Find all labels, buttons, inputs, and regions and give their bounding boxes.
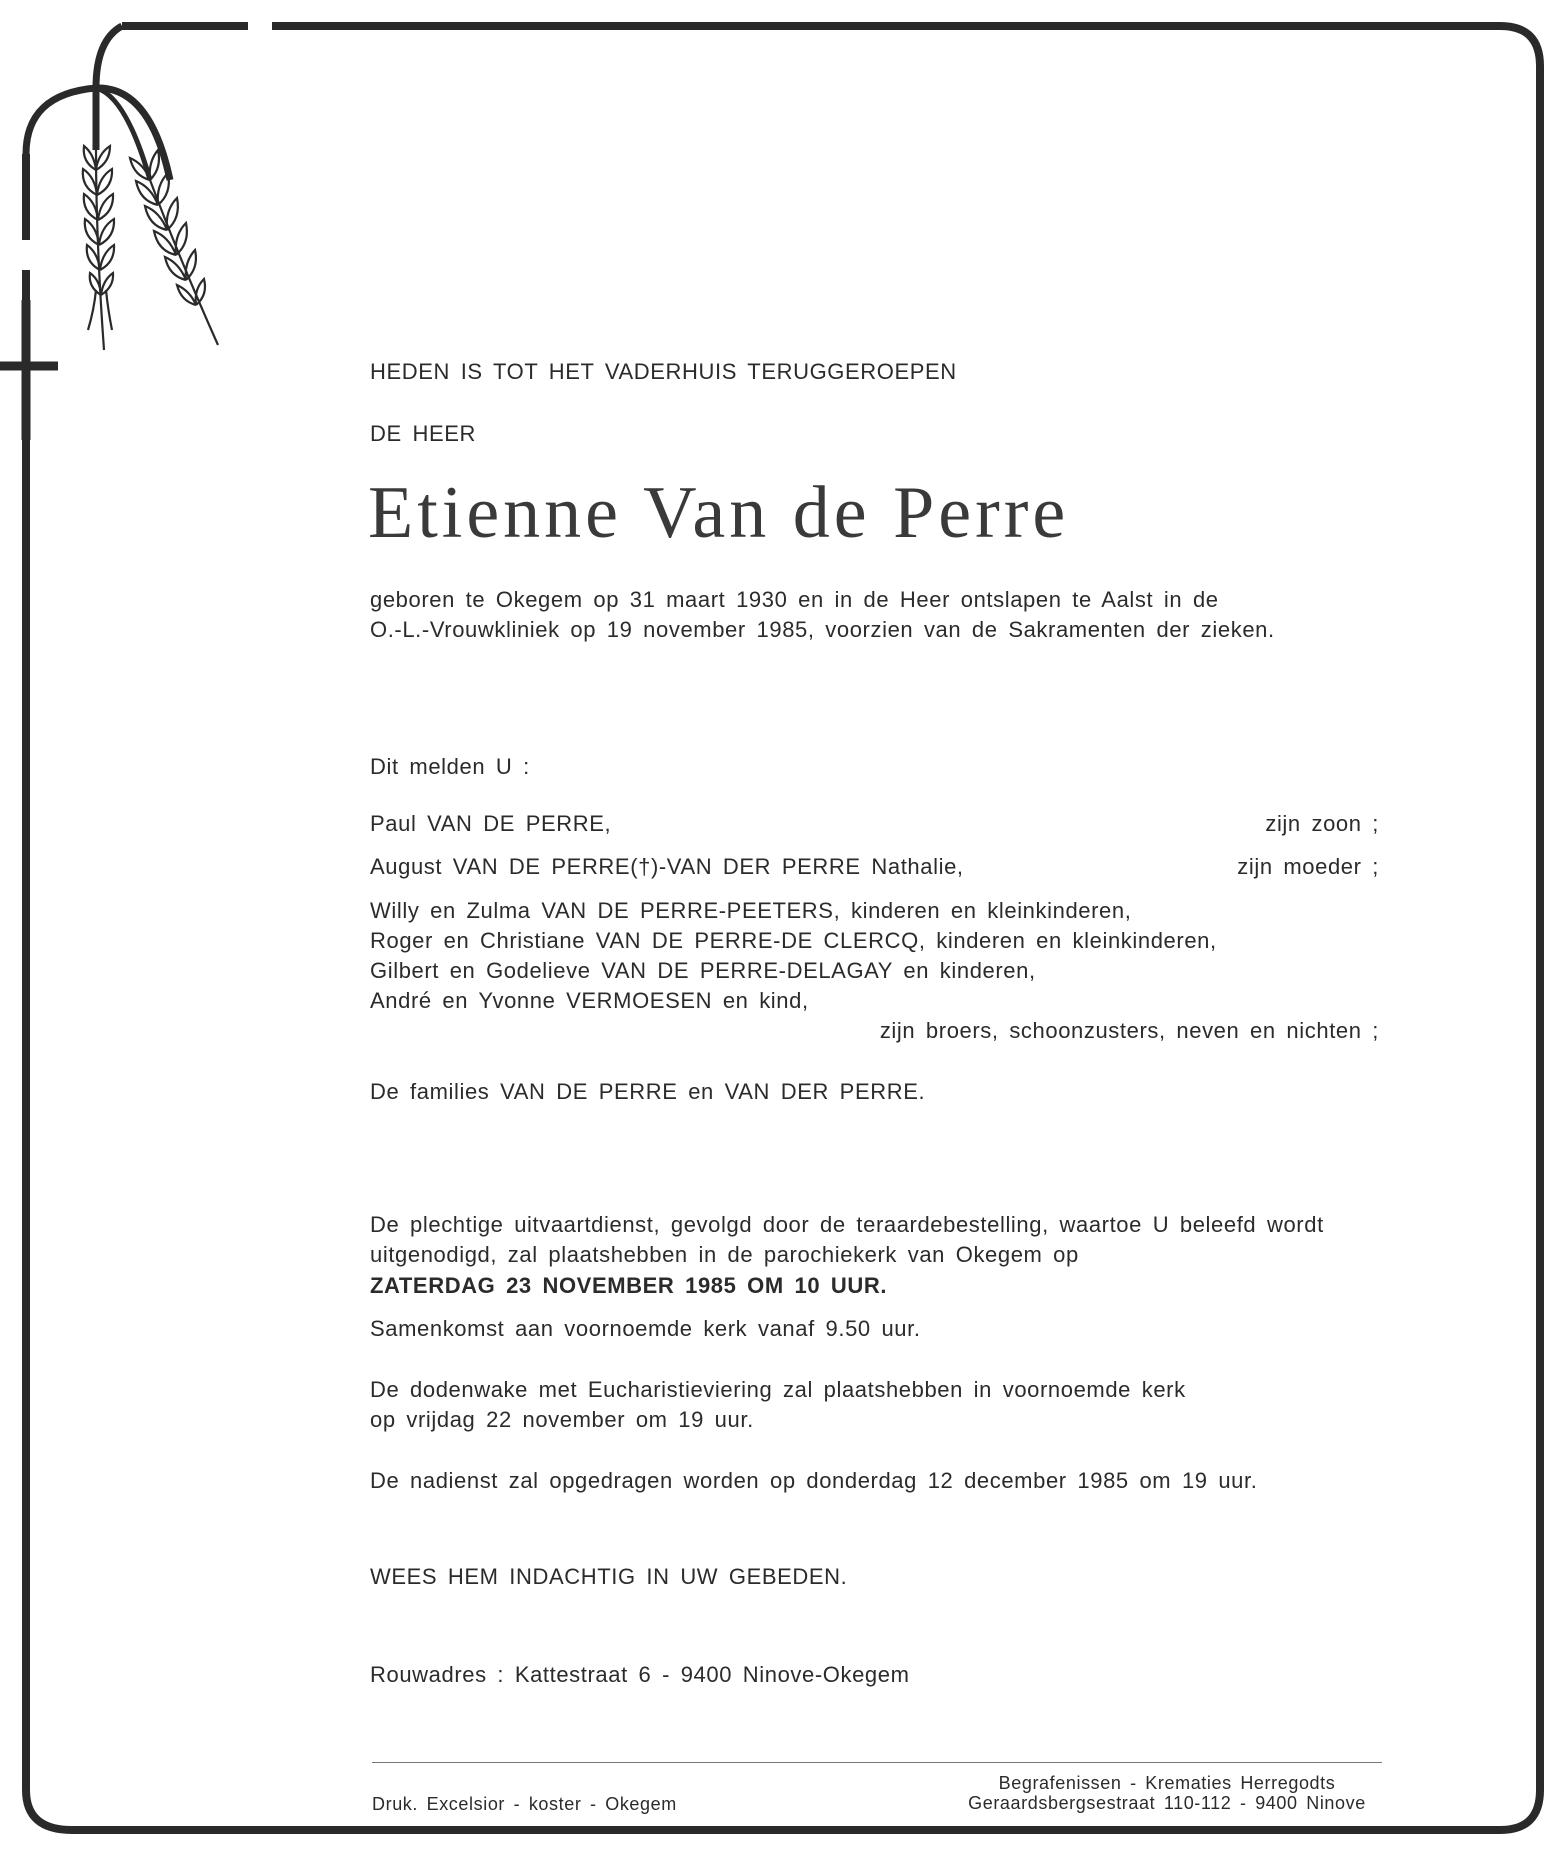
memorial-line: De nadienst zal opgedragen worden op donderdag 12 december 1985 om 19 uur. — [370, 1468, 1258, 1493]
service-line-1: De plechtige uitvaartdienst, gevolgd door de teraardebestelling, waartoe U beleefd wordt — [370, 1212, 1324, 1237]
family-relation-right: zijn moeder ; — [1237, 854, 1379, 879]
header-line-1: HEDEN IS TOT HET VADERHUIS TERUGGEROEPEN — [370, 359, 957, 384]
family-member-left: Paul VAN DE PERRE, — [370, 811, 612, 836]
cross-icon — [0, 300, 58, 440]
siblings-relation: zijn broers, schoonzusters, neven en nichten ; — [879, 1018, 1379, 1043]
wake-line-1: De dodenwake met Eucharistieviering zal plaatshebben in voornoemde kerk — [370, 1377, 1186, 1402]
announcement-intro: Dit melden U : — [370, 754, 530, 779]
footer-rule — [372, 1762, 1382, 1763]
funeral-home-address: Geraardsbergsestraat 110-112 - 9400 Ninove — [968, 1793, 1366, 1813]
sibling-line: Roger en Christiane VAN DE PERRE-DE CLERCQ, kinderen en kleinkinderen, — [370, 928, 1217, 953]
printer-credit: Druk. Excelsior - koster - Okegem — [372, 1794, 677, 1814]
wake-line-2: op vrijdag 22 november om 19 uur. — [370, 1407, 754, 1432]
deceased-name: Etienne Van de Perre — [368, 472, 1070, 554]
sibling-line: Gilbert en Godelieve VAN DE PERRE-DELAGAY en kinderen, — [370, 958, 1036, 983]
prayer-line: WEES HEM INDACHTIG IN UW GEBEDEN. — [370, 1564, 848, 1589]
service-date: ZATERDAG 23 NOVEMBER 1985 OM 10 UUR. — [370, 1273, 888, 1298]
families-line: De families VAN DE PERRE en VAN DER PERRE. — [370, 1079, 926, 1104]
service-line-2: uitgenodigd, zal plaatshebben in de parochiekerk van Okegem op — [370, 1242, 1079, 1267]
gathering-line: Samenkomst aan voornoemde kerk vanaf 9.50 uur. — [370, 1316, 921, 1341]
family-relation-right: zijn zoon ; — [1265, 811, 1379, 836]
family-member-left: August VAN DE PERRE(†)-VAN DER PERRE Nathalie, — [370, 854, 964, 879]
mourning-address: Rouwadres : Kattestraat 6 - 9400 Ninove-Okegem — [370, 1662, 910, 1687]
birth-death-line-2: O.-L.-Vrouwkliniek op 19 november 1985, voorzien van de Sakramenten der zieken. — [370, 617, 1275, 642]
birth-death-line-1: geboren te Okegem op 31 maart 1930 en in de Heer ontslapen te Aalst in de — [370, 587, 1219, 612]
sibling-line: Willy en Zulma VAN DE PERRE-PEETERS, kinderen en kleinkinderen, — [370, 898, 1132, 923]
funeral-home-name: Begrafenissen - Krematies Herregodts — [998, 1773, 1336, 1793]
sibling-line: André en Yvonne VERMOESEN en kind, — [370, 988, 809, 1013]
wheat-ears-icon — [26, 26, 218, 350]
header-line-2: DE HEER — [370, 421, 476, 446]
